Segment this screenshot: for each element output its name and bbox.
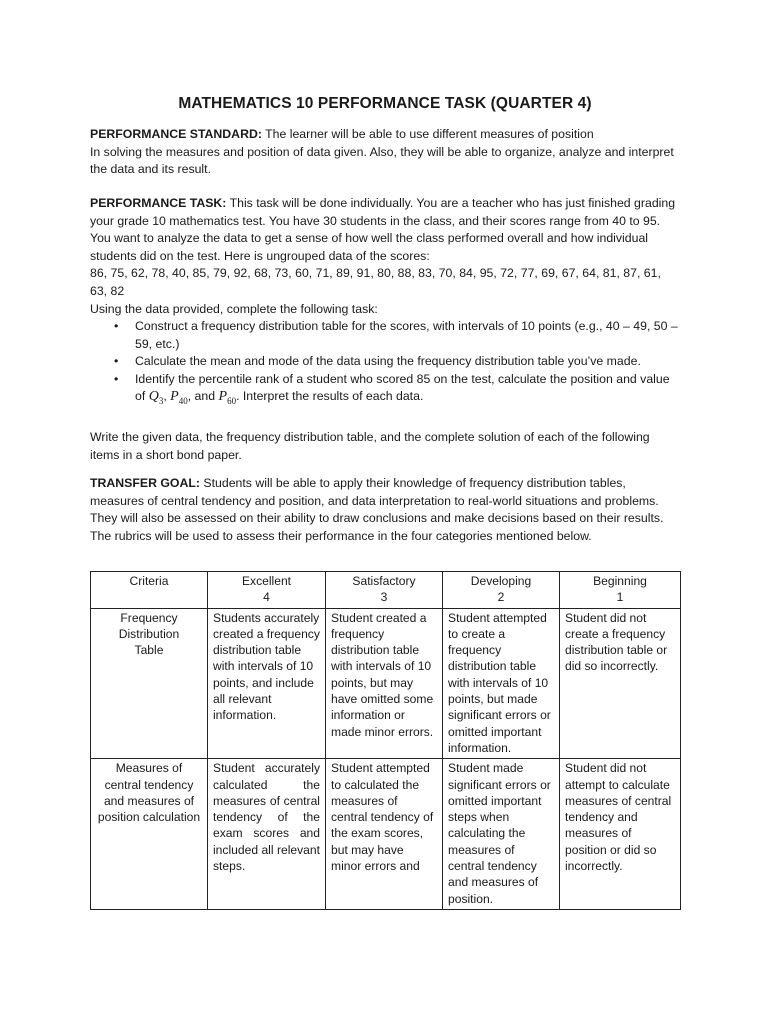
developing-cell: Student made significant errors or omitted important steps when calculating the measures of central tendency and measures of position.: [443, 759, 560, 910]
header-beginning: Beginning 1: [560, 572, 681, 609]
transfer-goal-text: Students will be able to apply their knowledge of frequency distribution tables, measures of central tendency and position, and data interpretation to real-world situations and problems. They will also be assessed on their ability to draw conclusions and make decisions based on their results. The rubrics will be used to assess their performance in the four categories mentioned below.: [90, 476, 664, 543]
satisfactory-cell: Student created a frequency distribution table with intervals of 10 points, but may have omitted some information or made minor errors.: [326, 608, 443, 759]
performance-task-section: [90, 195, 680, 318]
excellent-cell: Student accurately calculated the measures of central tendency of the exam scores and included all relevant steps.: [208, 759, 326, 910]
developing-cell: Student attempted to create a frequency distribution table with intervals of 10 points, but made significant errors or omitted important information.: [443, 608, 560, 759]
q3-symbol: $Q_3$: [148, 389, 164, 407]
transfer-goal-section: [90, 475, 680, 545]
bullet-percentile-text: Identify the percentile rank of a student who scored 85 on the test, calculate the position and value of: [135, 371, 670, 404]
satisfactory-cell: Student attempted to calculated the measures of central tendency of the exam scores, but may have minor errors and: [326, 759, 443, 910]
header-developing: Developing 2: [443, 572, 560, 609]
beginning-cell: Student did not attempt to calculate measures of central tendency and measures of position or did so incorrectly.: [560, 759, 681, 910]
performance-standard-line1: The learner will be able to use different measures of position: [261, 127, 594, 141]
closing-instruction: Write the given data, the frequency distribution table, and the complete solution of each of the following items in a short bond paper.: [90, 430, 650, 462]
rubric-table: [90, 571, 681, 910]
performance-standard-label: PERFORMANCE STANDARD:: [90, 127, 262, 141]
p40-symbol: $P_{40}$: [170, 389, 188, 407]
performance-task-text: This task will be done individually. You are a teacher who has just finished grading your grade 10 mathematics test. You have 30 students in the class, and their scores range from 40 to 95. You want to analyze the data to get a sense of how well the class performed overall and how individual students did on the test. Here is ungrouped data of the scores:: [90, 196, 676, 263]
bullet-mean-mode: • Calculate the mean and mode of the data using the frequency distribution table you’ve made.: [90, 353, 680, 371]
table-row: [91, 759, 681, 910]
task-instruction: Using the data provided, complete the following task:: [90, 301, 378, 316]
header-excellent: Excellent 4: [208, 572, 326, 609]
bullet-percentile: • Identify the percentile rank of a student who scored 85 on the test, calculate the position and value of $Q_3$, $P_{40}$, and $P_{60}$. Interpret the results of each data.: [90, 371, 680, 411]
performance-standard-section: [90, 126, 680, 179]
header-criteria: Criteria: [91, 572, 208, 609]
performance-standard-line2: In solving the measures and position of data given. Also, they will be able to organize, analyze and interpret the data and its result.: [90, 144, 674, 177]
header-satisfactory: Satisfactory 3: [326, 572, 443, 609]
transfer-goal-label: TRANSFER GOAL:: [90, 476, 200, 490]
bullet-frequency-table: • Construct a frequency distribution table for the scores, with intervals of 10 points (e.g., 40 – 49, 50 – 59, etc.): [90, 318, 680, 353]
bullet-percentile-end: . Interpret the results of each data.: [236, 389, 424, 404]
p60-symbol: $P_{60}$: [218, 389, 237, 407]
scores-list: 86, 75, 62, 78, 40, 85, 79, 92, 68, 73, 60, 71, 89, 91, 80, 88, 83, 70, 84, 95, 72, 77, 69, 67, 64, 81, 87, 61, 63, 82: [90, 266, 661, 298]
page-title: MATHEMATICS 10 PERFORMANCE TASK (QUARTER 4): [178, 95, 592, 112]
table-row: [91, 608, 681, 759]
criteria-cell: Frequency Distribution Table: [91, 608, 208, 759]
excellent-cell: Students accurately created a frequency distribution table with intervals of 10 points, and include all relevant information.: [208, 608, 326, 759]
rubric-header-row: [91, 572, 681, 609]
task-bullet-list: [90, 318, 680, 411]
performance-task-label: PERFORMANCE TASK:: [90, 196, 227, 210]
criteria-cell: Measures of central tendency and measures of position calculation: [91, 759, 208, 910]
beginning-cell: Student did not create a frequency distribution table or did so incorrectly.: [560, 608, 681, 759]
